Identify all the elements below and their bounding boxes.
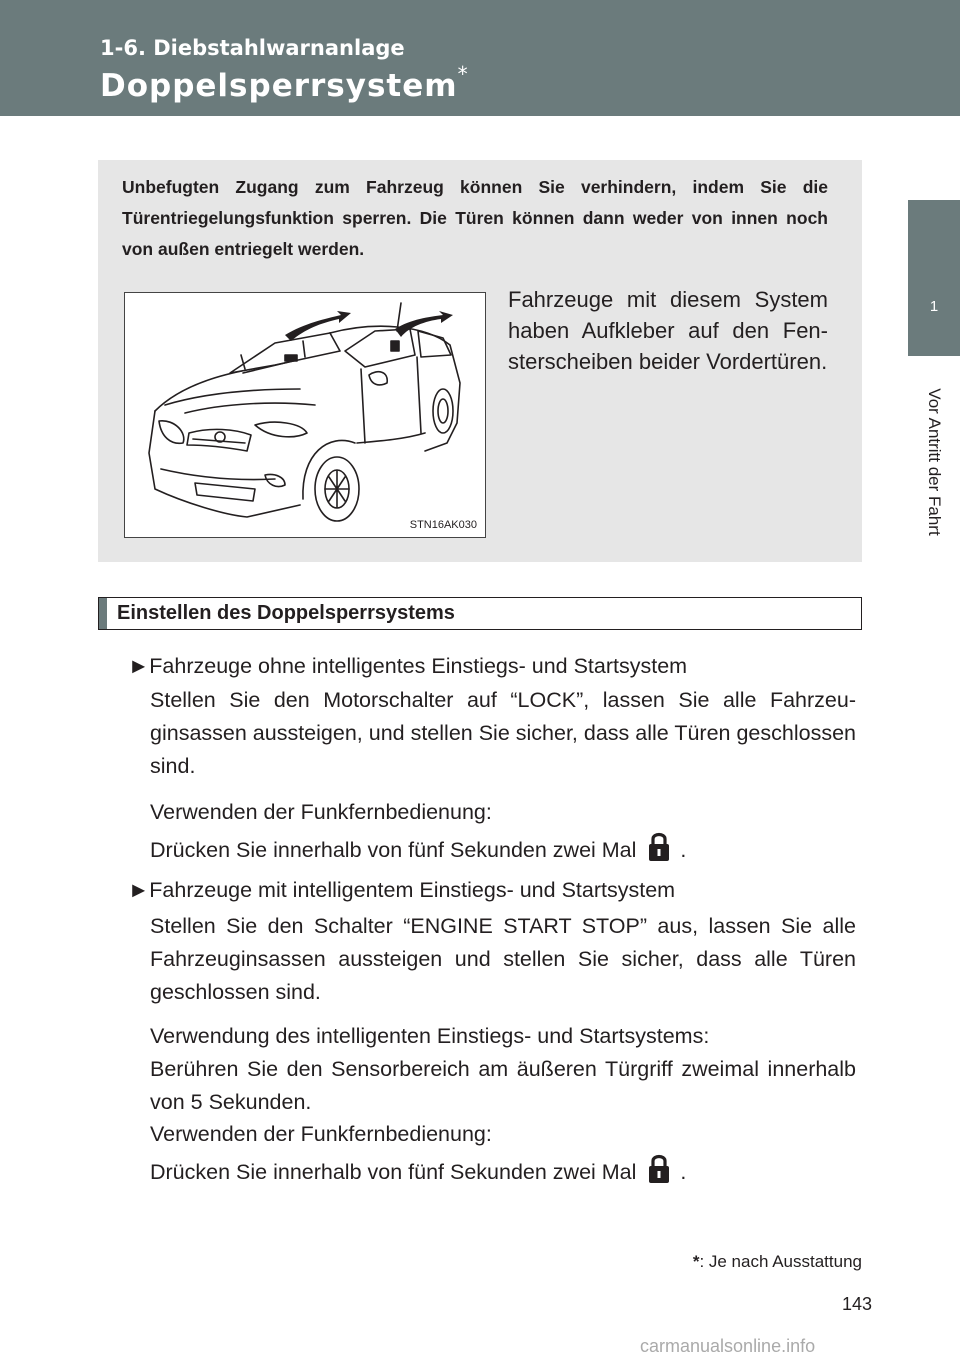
watermark: carmanualsonline.info [640, 1336, 816, 1356]
case1-paragraph: Stellen Sie den Motorschalter auf “LOCK”, lassen Sie alle Fahrzeuginsassen aussteigen, und stellen Sie sicher, dass alle Türen geschlossen sind. [150, 688, 856, 778]
case2-instruction-text: Drücken Sie innerhalb von fünf Sekunden zwei Mal [150, 1160, 637, 1184]
section-label: 1-6. Diebstahlwarnanlage [100, 36, 405, 60]
case2-paragraph: Stellen Sie den Schalter “ENGINE START STOP” aus, lassen Sie alle Fahrzeuginsassen aussteigen und stellen Sie sicher, dass alle Türen geschlossen sind. [150, 914, 856, 1004]
case2-title: Fahrzeuge mit intelligentem Einstiegs- und Startsystem [149, 878, 676, 902]
case2-remote-instruction [150, 1151, 686, 1189]
bullet-arrow-icon: ► [128, 654, 150, 678]
subsection-bar [99, 598, 107, 629]
case1-remote-instruction [150, 829, 686, 867]
case1-remote-label: Verwenden der Funkfernbedienung: [150, 800, 492, 824]
footnote [693, 1252, 862, 1272]
case1-instruction-text: Drücken Sie innerhalb von fünf Sekunden zwei Mal [150, 838, 637, 862]
intro-box [98, 160, 862, 562]
page-number: 143 [842, 1294, 873, 1314]
page-title-text: Doppelsperrsystem [100, 68, 458, 104]
page-header [0, 0, 960, 116]
case1-heading [128, 650, 687, 683]
lock-icon [646, 829, 672, 863]
bullet-arrow-icon: ► [128, 878, 150, 902]
chapter-title: Vor Antritt der Fahrt [925, 388, 944, 536]
lock-icon [646, 1151, 672, 1185]
subsection-header [98, 597, 862, 630]
case2-smart-label: Verwendung des intelligenten Einstiegs- und Startsystems: [150, 1024, 710, 1048]
case1-period: . [680, 838, 687, 862]
chapter-tab [908, 200, 960, 356]
sticker-note: Fahrzeuge mit diesem System haben Aufkleber auf den Fensterscheiben beider Vordertüren. [508, 287, 828, 374]
case2-remote-label: Verwenden der Funkfernbedienung: [150, 1122, 492, 1146]
intro-text: Unbefugten Zugang zum Fahrzeug können Sie verhindern, indem Sie die Türentriegelungsfunktion sperren. Die Türen können dann weder von innen noch von außen entriegelt werden. [122, 177, 828, 259]
case2-smart-instruction: Berühren Sie den Sensorbereich am äußeren Türgriff zweimal innerhalb von 5 Sekunden. [150, 1057, 856, 1114]
footnote-text: : Je nach Ausstattung [699, 1252, 862, 1271]
subsection-title: Einstellen des Doppelsperrsystems [117, 602, 455, 624]
car-drawing [125, 293, 485, 537]
case2-heading [128, 874, 675, 907]
footnote-mark: * [692, 1252, 700, 1271]
chapter-number: 1 [929, 298, 939, 315]
case1-title: Fahrzeuge ohne intelligentes Einstiegs- und Startsystem [149, 654, 688, 678]
page-title [100, 62, 469, 104]
title-footnote-mark: * [457, 62, 469, 86]
image-code: STN16AK030 [409, 519, 477, 531]
case2-period: . [680, 1160, 687, 1184]
car-illustration [124, 292, 486, 538]
